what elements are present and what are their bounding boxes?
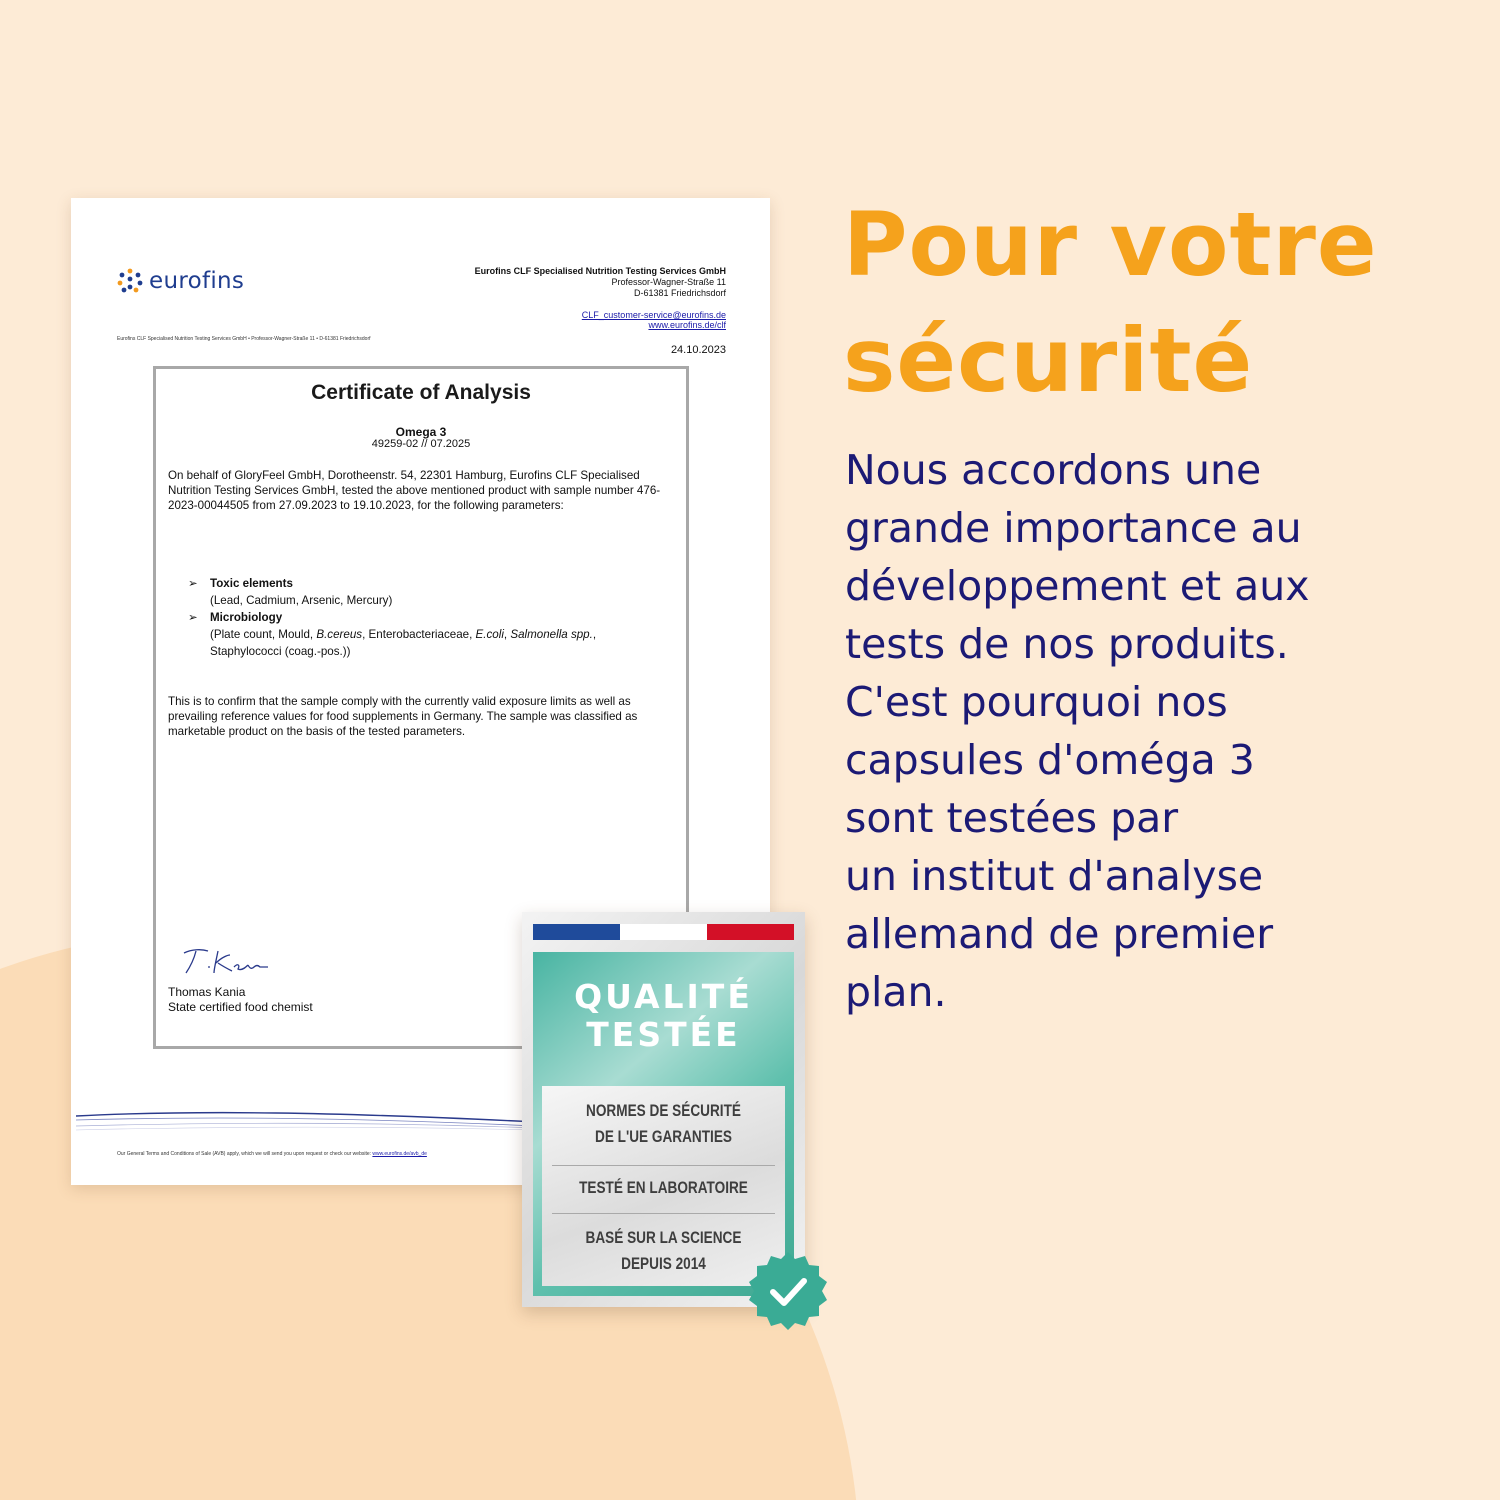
footer-link[interactable]: www.eurofins.de/avb_de bbox=[372, 1151, 427, 1157]
certificate-intro: On behalf of GloryFeel GmbH, Dorotheenstr. 54, 22301 Hamburg, Eurofins CLF Specialised Nutrition Testing Services GmbH, tested the above mentioned product with sample number 476-2023-00044505 from 27.09.2023 to 19.10.2023, for the following parameters: bbox=[168, 469, 661, 512]
signer-title: State certified food chemist bbox=[168, 1000, 313, 1014]
parameter-name: Microbiology bbox=[210, 611, 283, 624]
detail-italic: B.cereus bbox=[316, 628, 363, 641]
detail-text: , bbox=[592, 628, 597, 641]
parameter-detail: (Lead, Cadmium, Arsenic, Mercury) bbox=[210, 594, 393, 607]
signature-image bbox=[176, 943, 272, 979]
signer-name: Thomas Kania bbox=[168, 985, 246, 999]
lab-address bbox=[475, 266, 726, 299]
flag-red-stripe bbox=[707, 924, 794, 940]
badge-line-lab-tested: TESTÉ EN LABORATOIRE bbox=[579, 1178, 748, 1197]
badge-line-science bbox=[566, 1225, 760, 1277]
badge-divider bbox=[552, 1165, 775, 1166]
detail-text: , Enterobacteriaceae, bbox=[362, 628, 476, 641]
flag-blue-stripe bbox=[533, 924, 620, 940]
badge-line-text: NORMES DE SÉCURITÉ bbox=[586, 1101, 741, 1120]
badge-panel bbox=[533, 952, 794, 1296]
badge-title bbox=[533, 978, 794, 1054]
footer-wave-lines bbox=[76, 1108, 536, 1148]
list-item bbox=[188, 609, 596, 626]
lab-website-link[interactable]: www.eurofins.de/clf bbox=[648, 320, 726, 330]
flag-white-stripe bbox=[620, 924, 707, 940]
badge-line-text: DE L'UE GARANTIES bbox=[595, 1127, 732, 1146]
certificate-date: 24.10.2023 bbox=[670, 344, 726, 356]
eurofins-dots-icon bbox=[117, 268, 143, 294]
eurofins-logo bbox=[117, 268, 244, 294]
badge-title-line: TESTÉE bbox=[586, 1015, 741, 1054]
list-item bbox=[188, 575, 596, 592]
certificate-title: Certificate of Analysis bbox=[311, 381, 531, 404]
detail-text: , bbox=[503, 628, 511, 641]
parameter-detail bbox=[188, 626, 596, 643]
badge-divider bbox=[552, 1213, 775, 1214]
lab-email-link[interactable]: CLF_customer-service@eurofins.de bbox=[581, 310, 726, 320]
parameter-detail: Staphylococci (coag.-pos.)) bbox=[210, 645, 351, 658]
footer-note bbox=[117, 1151, 427, 1157]
detail-italic: Salmonella spp. bbox=[510, 628, 593, 641]
badge-line-text: BASÉ SUR LA SCIENCE bbox=[585, 1228, 742, 1247]
lab-name: Eurofins CLF Specialised Nutrition Testing Services GmbH bbox=[474, 266, 726, 276]
lab-contact bbox=[582, 310, 726, 330]
detail-italic: E.coli bbox=[475, 628, 504, 641]
check-seal-icon bbox=[747, 1250, 829, 1332]
lab-street: Professor-Wagner-Straße 11 bbox=[611, 277, 726, 287]
footer-text: Our General Terms and Conditions of Sale (AVB) apply, which we will send you upon request or check our website: bbox=[117, 1151, 373, 1157]
detail-text: (Plate count, Mould, bbox=[210, 628, 317, 641]
certificate-conclusion: This is to confirm that the sample comply with the currently valid exposure limits as well as prevailing reference values for food supplements in Germany. The sample was classified as marketable product on the basis of the tested parameters. bbox=[168, 695, 638, 738]
product-code: 49259-02 // 07.2025 bbox=[371, 438, 471, 450]
headline: Pour votre sécurité bbox=[843, 193, 1378, 412]
product-name: Omega 3 bbox=[395, 425, 447, 439]
arrow-bullet-icon: ➢ bbox=[188, 577, 198, 590]
badge-line-eu-standards bbox=[566, 1098, 760, 1150]
sender-line: Eurofins CLF Specialised Nutrition Testing Services GmbH • Professor-Wagner-Straße 11 • D-61381 Friedrichsdorf bbox=[117, 336, 371, 342]
parameter-name: Toxic elements bbox=[210, 577, 293, 590]
body-text: Nous accordons une grande importance au développement et aux tests de nos produits. C'est pourquoi nos capsules d'oméga 3 sont testées par un institut d'analyse allemand de premier plan. bbox=[845, 446, 1310, 1016]
badge-title-line: QUALITÉ bbox=[574, 977, 753, 1016]
logo-text: eurofins bbox=[149, 268, 245, 294]
quality-badge bbox=[522, 912, 805, 1307]
badge-line-text: DEPUIS 2014 bbox=[621, 1254, 706, 1273]
parameter-list bbox=[188, 575, 596, 660]
arrow-bullet-icon: ➢ bbox=[188, 611, 198, 624]
lab-city: D-61381 Friedrichsdorf bbox=[633, 288, 726, 298]
